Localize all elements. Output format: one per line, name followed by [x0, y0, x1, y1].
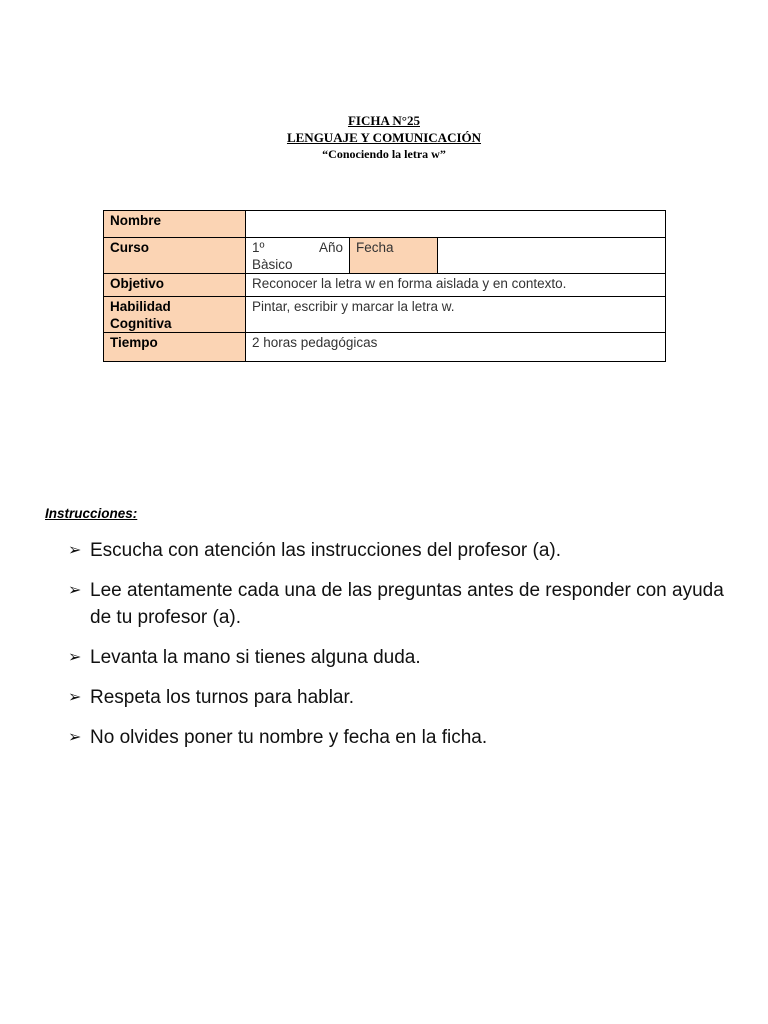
habilidad-label-line1: Habilidad — [110, 299, 171, 314]
instructions-list — [68, 537, 728, 764]
instructions-title: Instrucciones: — [45, 506, 138, 521]
tiempo-value: 2 horas pedagógicas — [246, 333, 666, 362]
instruction-item — [68, 724, 728, 751]
curso-label: Curso — [104, 238, 246, 274]
arrowhead-bullet-icon: ➢ — [68, 729, 82, 746]
subject-title: LENGUAJE Y COMUNICACIÓN — [286, 130, 482, 145]
instruction-item — [68, 644, 728, 671]
instruction-text: Lee atentamente cada una de las preguntas antes de responder con ayuda de tu profesor (a). — [90, 580, 724, 628]
instruction-text: Escucha con atención las instrucciones del profesor (a). — [90, 540, 562, 561]
fecha-label: Fecha — [350, 238, 438, 274]
fecha-field[interactable] — [438, 238, 666, 274]
objetivo-label: Objetivo — [104, 274, 246, 297]
instruction-item — [68, 537, 728, 564]
document-header — [0, 112, 768, 163]
habilidad-value: Pintar, escribir y marcar la letra w. — [246, 297, 666, 333]
instruction-text: Levanta la mano si tienes alguna duda. — [90, 647, 421, 668]
row-curso — [104, 238, 666, 274]
student-info-table — [103, 210, 666, 362]
habilidad-label-line2: Cognitiva — [110, 316, 172, 331]
arrowhead-bullet-icon: ➢ — [68, 582, 82, 599]
worksheet-title: FICHA N°25 — [347, 113, 420, 128]
row-nombre — [104, 211, 666, 238]
curso-value — [246, 238, 350, 274]
objetivo-value: Reconocer la letra w en forma aislada y en contexto. — [246, 274, 666, 297]
instruction-item — [68, 577, 728, 631]
tiempo-label: Tiempo — [104, 333, 246, 362]
row-tiempo — [104, 333, 666, 362]
arrowhead-bullet-icon: ➢ — [68, 542, 82, 559]
curso-grade: 1º — [252, 240, 265, 255]
curso-year: Año — [318, 240, 343, 255]
habilidad-label — [104, 297, 246, 333]
nombre-label: Nombre — [104, 211, 246, 238]
arrowhead-bullet-icon: ➢ — [68, 689, 82, 706]
curso-level: Bàsico — [252, 257, 293, 272]
worksheet-subtitle: “Conociendo la letra w” — [322, 147, 446, 161]
instruction-text: No olvides poner tu nombre y fecha en la ficha. — [90, 727, 488, 748]
row-habilidad — [104, 297, 666, 333]
row-objetivo — [104, 274, 666, 297]
instruction-text: Respeta los turnos para hablar. — [90, 687, 355, 708]
arrowhead-bullet-icon: ➢ — [68, 649, 82, 666]
instruction-item — [68, 684, 728, 711]
nombre-field[interactable] — [246, 211, 666, 238]
